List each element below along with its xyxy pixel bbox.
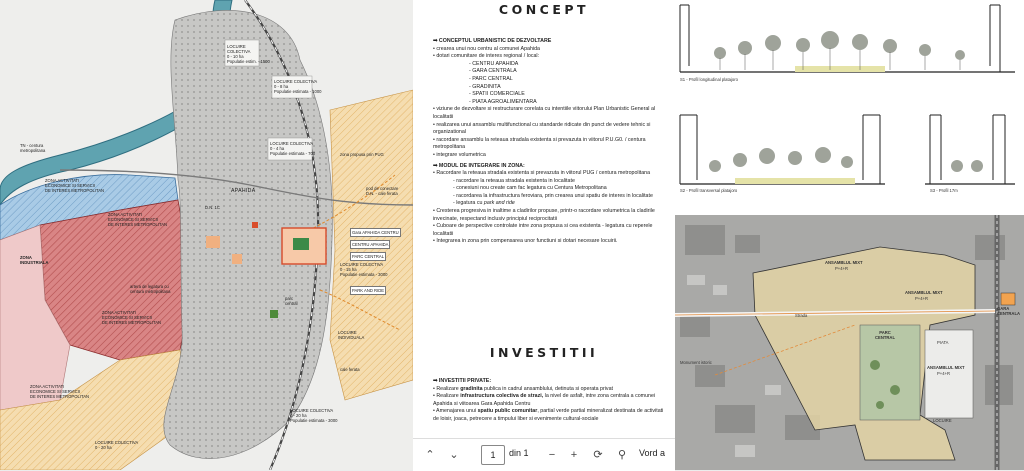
integration-subitem: - racordare la reteaua stradala existenta in localitate bbox=[453, 177, 575, 184]
section-s1 bbox=[680, 5, 1015, 72]
concept-bullet: • dotari comunitare de interes regional / local: bbox=[433, 53, 540, 60]
concept-bullet: • viziune de dezvoltare si restructurare corelata cu intentiile viitorului Plan Urbanistic General al localitatii bbox=[433, 106, 656, 120]
individual-housing-label: LOCUIRE INDIVIDUALA bbox=[338, 330, 365, 340]
concept-bullet: • realizarea unui ansamblu multifunctional cu standarde ridicate din punct de vedere tehnic si organizational bbox=[433, 121, 651, 136]
park-ride-label: PARK AND RIDE bbox=[352, 288, 385, 293]
chevron-down-icon[interactable]: ⌄ bbox=[449, 449, 459, 461]
housing-zone-label-2: LOCUIRE COLECTIVA 0 - 8 ha Populatie estimata - 1000 bbox=[274, 79, 322, 94]
right-panel bbox=[675, 0, 1024, 470]
road-label: D.N. 1C bbox=[205, 205, 220, 210]
central-park-label: PARC CENTRAL bbox=[352, 254, 385, 259]
facility-item: - CENTRU APAHIDA bbox=[469, 60, 519, 67]
concept-bullet: • racordare ansamblu la reteaua stradala existenta si prevazuta in viitorul P.U.G0. / centura metropolitana bbox=[433, 136, 646, 151]
investment-bullet: • Realizare gradinita publica in cadrul ansamblului, detinuta si operata privat bbox=[433, 385, 614, 392]
investments-subheading: ➡ INVESTITII PRIVATE: bbox=[433, 378, 492, 384]
chevron-up-icon[interactable]: ⌃ bbox=[425, 449, 435, 461]
road-plan-label: Strada bbox=[795, 313, 808, 318]
mixed-complex-sub-3: P+4+R bbox=[937, 371, 951, 376]
concept-subheading-2: ➡ MODUL DE INTEGRARE IN ZONA: bbox=[433, 162, 525, 169]
square-plan-label: PIATA bbox=[937, 340, 949, 345]
facility-item: - GRADINITA bbox=[469, 83, 501, 90]
central-park-plan-label: PARC CENTRAL bbox=[875, 330, 896, 340]
integration-subitem: - racordarea la infrastructura feroviara, prin crearea unui spatiu de interes in localitate bbox=[453, 192, 653, 199]
integration-bullet: • Integrarea in zona prin compensarea unor functiuni si dotari necesare locuirii. bbox=[433, 238, 618, 245]
investments-heading: INVESTITII bbox=[489, 345, 599, 360]
station-label: Gara APAHIDA CENTRU bbox=[352, 230, 399, 235]
zoom-in-icon[interactable]: + bbox=[570, 449, 578, 461]
section-s2 bbox=[680, 115, 885, 184]
new-park-label: parc central bbox=[285, 296, 298, 306]
mixed-complex-label-3: ANSAMBLUL MIXT bbox=[927, 365, 965, 370]
pdf-toolbar bbox=[413, 438, 675, 471]
canal-label: TN - centura metropolitana bbox=[20, 143, 46, 153]
bridge-label: pod de conectare D.N. - cale ferata bbox=[366, 186, 399, 196]
integration-subitem: - legatura cu park and ride bbox=[453, 200, 515, 207]
housing-zone-label-6: LOCUIRE COLECTIVA 0 - 20 ha bbox=[95, 440, 139, 450]
integration-bullet: • Cresterea progresiva in inaltime a cladirilor propuse, printr-o racordare volumetrica la cladirile invecinate, respectand inclusiv principiul reciprocitatii bbox=[433, 208, 655, 222]
trailing-text: Vord a bbox=[639, 448, 666, 458]
center-label: CENTRU APAHIDA bbox=[352, 242, 389, 247]
zone-activity-label-2: ZONA ACTIVITATI ECONOMICE SI SERVICII DE INTERES METROPOLITAN bbox=[108, 212, 168, 227]
section-s3 bbox=[925, 115, 1015, 184]
search-icon[interactable]: ⚲ bbox=[617, 449, 627, 461]
investment-bullet: • Realizare infrastructura colectiva de strazi, la nivel de asfalt, intre zona centrala a comunei Apahida si viitoarea Gara Apahida Centru bbox=[433, 393, 656, 407]
facility-item: - SPATII COMERCIALE bbox=[469, 91, 525, 98]
page-number-input[interactable]: 1 bbox=[481, 445, 505, 465]
zone-activity-label-3: ZONA ACTIVITATI ECONOMICE SI SERVICII DE INTERES METROPOLITAN bbox=[102, 310, 162, 325]
railway-label: cale ferata bbox=[340, 367, 360, 372]
investment-bullet: • Amenajarea unui spatiu public comunitar, partial verde partial mineralizat destinata de activitati de loisir, joaca, petrecere a timpului liber si evenimente cultural-sociale bbox=[433, 408, 664, 422]
facility-item: - GARA CENTRALA bbox=[469, 68, 517, 75]
page-total: din 1 bbox=[509, 448, 529, 458]
housing-zone-label-5: LOCUIRE COLECTIVA 0 - 20 ha Populatie estimata - 3000 bbox=[290, 408, 338, 423]
integration-subitem: - conexiuni nou create cam fac legatura cu Centura Metropolitana bbox=[453, 185, 607, 192]
mixed-complex-label-2: ANSAMBLUL MIXT bbox=[905, 290, 943, 295]
zone-activity-label-4: ZONA ACTIVITATI ECONOMICE SI SERVICII DE INTERES METROPOLITAN bbox=[30, 384, 90, 399]
central-station-label: GARA CENTRALA bbox=[997, 306, 1021, 316]
investments-body bbox=[433, 378, 665, 424]
apahida-label: APAHIDA bbox=[231, 188, 256, 194]
section-s1-caption: S1 - Profil longitudinal platajoro bbox=[680, 77, 738, 82]
concept-body bbox=[433, 38, 665, 246]
monument-label: Monument istoric bbox=[680, 360, 712, 365]
proposed-zone-label: zona propusa prin PUG bbox=[340, 152, 384, 157]
integration-bullet: • Cuboare de perspective controlate intre zona propusa si cea existenta - legatura cu reperele localitatii bbox=[433, 223, 653, 237]
housing-zone-label-4: LOCUIRE COLECTIVA 0 - 15 ha Populatie estimata - 3000 bbox=[340, 262, 388, 277]
zone-activity-label-1: ZONA ACTIVITATI ECONOMICE SI SERVICII DE INTERES METROPOLITAN bbox=[45, 178, 105, 193]
facility-item: - PIATA AGROALIMENTARA bbox=[469, 98, 537, 105]
section-s2-caption: S2 - Profil transversal platajoro bbox=[680, 188, 738, 193]
facility-item: - PARC CENTRAL bbox=[469, 75, 513, 82]
concept-bullet: • crearea unui nou centru al comunei Apahida bbox=[433, 45, 540, 52]
housing-zone-label-1: LOCUIRE COLECTIVA 0 - 10 ha Populatie estim. - 1500 bbox=[227, 44, 270, 64]
urban-plan-map bbox=[0, 0, 413, 470]
section-s3-caption: S3 - Profil 17m bbox=[930, 188, 958, 193]
housing-plan-label: LOCUIRE bbox=[933, 418, 952, 423]
concept-subheading-1: ➡ CONCEPTUL URBANISTIC DE DEZVOLTARE bbox=[433, 38, 552, 44]
industrial-zone-label: ZONA INDUSTRIALA bbox=[20, 255, 49, 265]
integration-bullet: • Racordare la reteaua stradala existenta si prevazuta in viitorul PUG / centura metropolitana bbox=[433, 170, 651, 177]
mixed-complex-sub-1: P+4+R bbox=[835, 266, 849, 271]
sections-drawing bbox=[675, 0, 1024, 215]
rotate-icon[interactable]: ⟳ bbox=[593, 449, 603, 461]
mixed-complex-label-1: ANSAMBLUL MIXT bbox=[825, 260, 863, 265]
housing-zone-label-3: LOCUIRE COLECTIVA 0 - 4 ha Populatie estimata - 700 bbox=[270, 141, 316, 156]
concept-bullet: • integrare volumetrica bbox=[433, 151, 486, 158]
text-column bbox=[413, 0, 675, 470]
aerial-plan bbox=[675, 215, 1024, 470]
zoom-out-icon[interactable]: − bbox=[548, 449, 556, 461]
mixed-complex-sub-2: P+4+R bbox=[915, 296, 929, 301]
concept-heading: CONCEPT bbox=[498, 2, 590, 17]
link-artery-label: artera de legatura cu centura metropolitana bbox=[130, 284, 171, 294]
